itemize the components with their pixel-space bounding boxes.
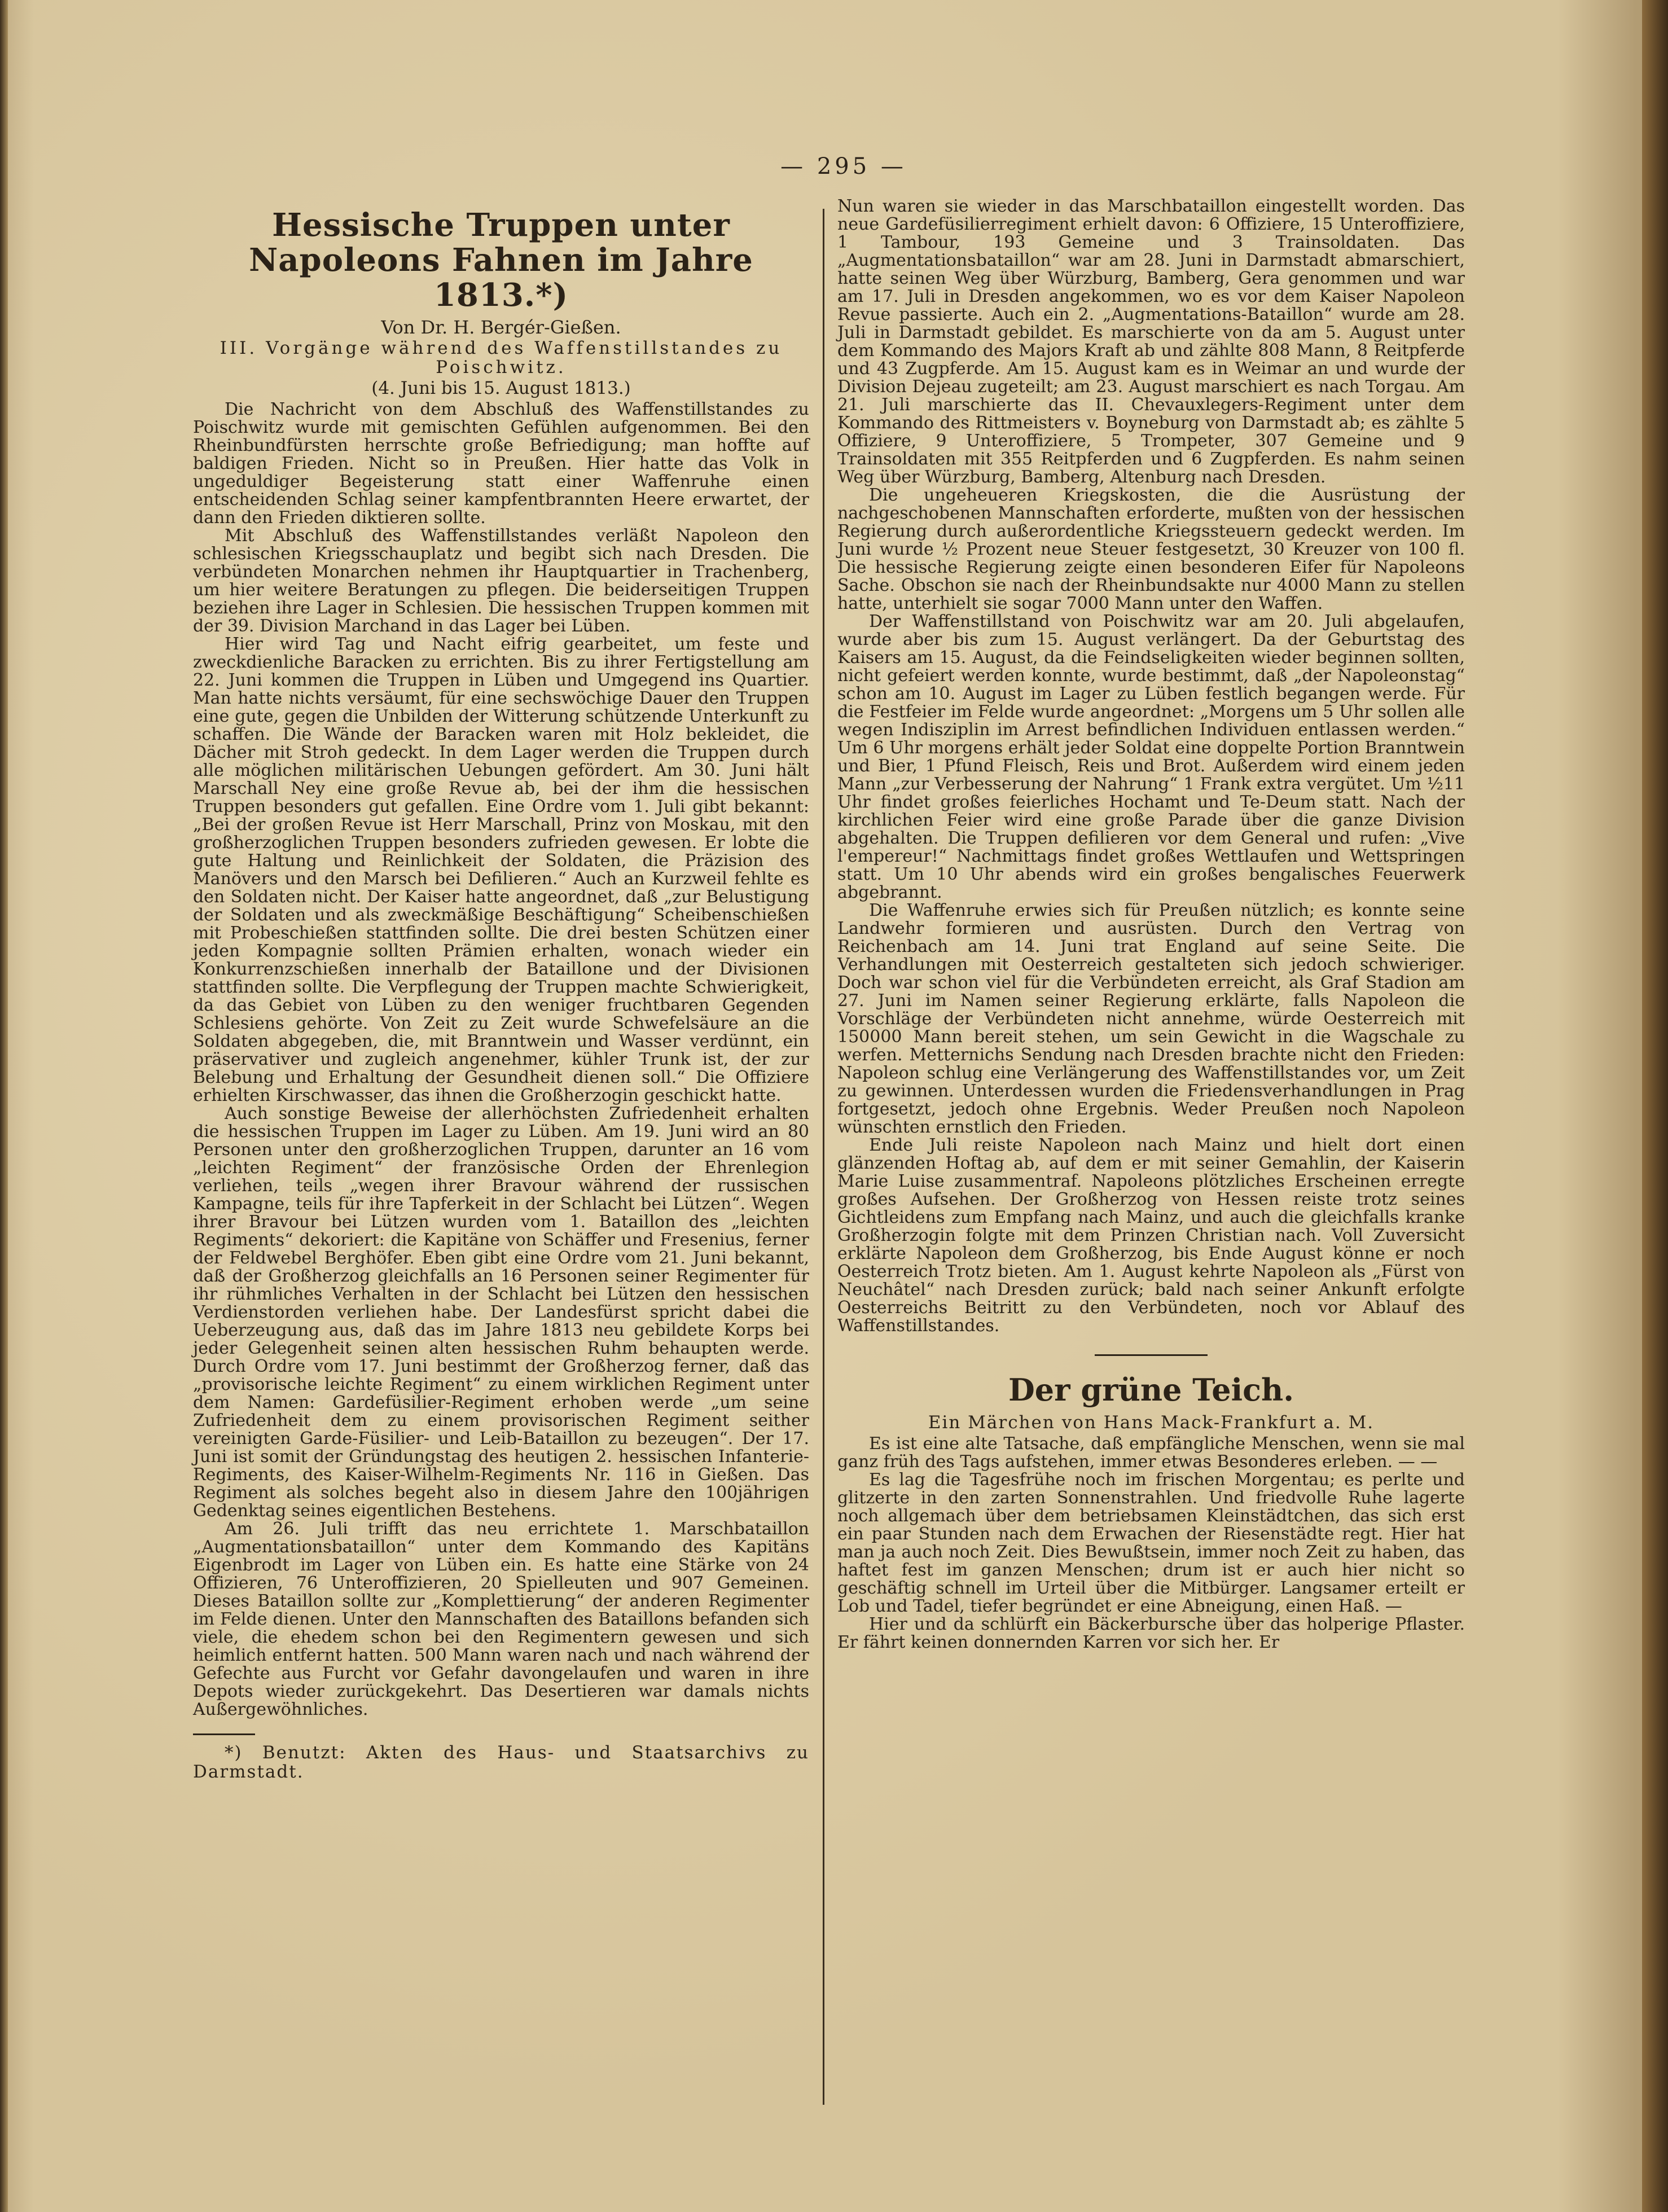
- paragraph: Nun waren sie wieder in das Marschbataillon eingestellt worden. Das neue Gardefüsilierregiment erhielt davon: 6 Offiziere, 15 Unteroffiziere, 1 Tambour, 193 Gemeine und 3 Trainsoldaten. Das „Augmentationsbataillon“ war am 28. Juni in Darmstadt abmarschiert, hatte seinen Weg über Würzburg, Bamberg, Gera genommen und war am 17. Juli in Dresden angekommen, wo es vor dem Kaiser Napoleon Revue passierte. Auch ein 2. „Augmentations-Bataillon“ wurde am 28. Juli in Darmstadt gebildet. Es marschierte von da am 5. August unter dem Kommando des Majors Kraft ab und zählte 808 Mann, 8 Reitpferde und 43 Zugpferde. Am 15. August kam es in Weimar an und wurde der Division Dejeau zugeteilt; am 23. August marschiert es nach Torgau. Am 21. Juli marschierte das II. Chevauxlegers-Regiment unter dem Kommando des Rittmeisters v. Boyneburg von Darmstadt ab; es zählte 5 Offiziere, 9 Unteroffiziere, 5 Trompeter, 307 Gemeine und 9 Trainsoldaten mit 355 Reitpferden und 6 Zugpferden. Es nahm seinen Weg über Würzburg, Bamberg, Altenburg nach Dresden.: [837, 196, 1465, 487]
- article-title: Hessische Truppen unter Napoleons Fahnen im Jahre 1813.*): [249, 207, 753, 314]
- paragraph: Mit Abschluß des Waffenstillstandes verläßt Napoleon den schlesischen Kriegsschauplatz und begibt sich nach Dresden. Die verbündeten Monarchen nehmen ihr Hauptquartier in Trachenberg, um hier weitere Beratungen zu pflegen. Die beiderseitigen Truppen beziehen ihre Lager in Schlesien. Die hessischen Truppen kommen mit der 39. Division Marchand in das Lager bei Lüben.: [193, 526, 809, 636]
- paragraph: Hier wird Tag und Nacht eifrig gearbeitet, um feste und zweckdienliche Baracken zu errichten. Bis zu ihrer Fertigstellung am 22. Juni kommen die Truppen in Lüben und Umgegend ins Quartier. Man hatte nichts versäumt, für eine sechswöchige Dauer den Truppen eine gute, gegen die Unbilden der Witterung schützende Unterkunft zu schaffen. Die Wände der Baracken waren mit Holz bekleidet, die Dächer mit Stroh gedeckt. In dem Lager werden die Truppen durch alle möglichen militärischen Uebungen gefördert. Am 30. Juni hält Marschall Ney eine große Revue ab, bei der ihm die hessischen Truppen besonders gut gefallen. Eine Ordre vom 1. Juli gibt bekannt: „Bei der großen Revue ist Herr Marschall, Prinz von Moskau, mit den großherzoglichen Truppen besonders zufrieden gewesen. Er lobte die gute Haltung und Reinlichkeit der Soldaten, die Präzision des Manövers und den Marsch bei Defilieren.“ Auch an Kurzweil fehlte es den Soldaten nicht. Der Kaiser hatte angeordnet, daß „zur Belustigung der Soldaten und als zweckmäßige Beschäftigung“ Scheibenschießen mit Probeschießen stattfinden sollte. Die drei besten Schützen einer jeden Kompagnie sollten Prämien erhalten, wonach wieder ein Konkurrenzschießen innerhalb der Bataillone und der Divisionen stattfinden sollte. Die Verpflegung der Truppen machte Schwierigkeit, da das Gebiet von Lüben zu den weniger fruchtbaren Gegenden Schlesiens gehörte. Von Zeit zu Zeit wurde Schwefelsäure an die Soldaten abgegeben, die, mit Branntwein und Wasser verdünnt, ein präservativer und zugleich angenehmer, kühler Trunk ist, der zur Belebung und Erhaltung der Gesundheit dienen soll.“ Die Offiziere erhielten Kirschwasser, das ihnen die Großherzogin geschickt hatte.: [193, 634, 809, 1105]
- paragraph: Die Waffenruhe erwies sich für Preußen nützlich; es konnte seine Landwehr formieren und ausrüsten. Durch den Vertrag von Reichenbach am 14. Juni trat England auf seine Seite. Die Verhandlungen mit Oesterreich gestalteten sich jedoch schwieriger. Doch war schon viel für die Verbündeten erreicht, als Graf Stadion am 27. Juni im Namen seiner Regierung erklärte, falls Napoleon die Vorschläge der Verbündeten nicht annehme, würde Oesterreich mit 150000 Mann bereit stehen, um sein Gewicht in die Wagschale zu werfen. Metternichs Sendung nach Dresden brachte nicht den Frieden: Napoleon schlug eine Verlängerung des Waffenstillstandes vor, um Zeit zu gewinnen. Unterdessen wurden die Friedensverhandlungen in Prag fortgesetzt, jedoch ohne Ergebnis. Weder Preußen noch Napoleon wünschten ernstlich den Frieden.: [837, 901, 1465, 1137]
- left-column: [193, 198, 809, 1781]
- column-rule: [823, 209, 824, 2105]
- footnote: *) Benutzt: Akten des Haus- und Staatsarchivs zu Darmstadt.: [193, 1743, 809, 1782]
- right-column: [837, 198, 1465, 1652]
- paragraph: Die ungeheueren Kriegskosten, die die Ausrüstung der nachgeschobenen Mannschaften erforderte, mußten von der hessischen Regierung durch außerordentliche Kriegssteuern gedeckt werden. Im Juni wurde ½ Prozent neue Steuer festgesetzt, 30 Kreuzer von 100 fl. Die hessische Regierung zeigte einen besonderen Eifer für Napoleons Sache. Obschon sie nach der Rheinbundsakte nur 4000 Mann zu stellen hatte, unterhielt sie sogar 7000 Mann unter den Waffen.: [837, 485, 1465, 613]
- paragraph: Die Nachricht von dem Abschluß des Waffenstillstandes zu Poischwitz wurde mit gemischten Gefühlen aufgenommen. Bei den Rheinbundfürsten herrschte große Befriedigung; man hoffte auf baldigen Frieden. Nicht so in Preußen. Hier hatte das Volk in ungeduldiger Begeisterung statt einer Waffenruhe einen entscheidenden Schlag seiner kampfentbrannten Heere erwartet, der dann den Frieden diktieren sollte.: [193, 400, 809, 528]
- page-number: — 295 —: [780, 153, 907, 179]
- paragraph: Am 26. Juli trifft das neu errichtete 1. Marschbataillon „Augmentationsbataillon“ unter dem Kommando des Kapitäns Eigenbrodt im Lager von Lüben ein. Es hatte eine Stärke von 24 Offizieren, 76 Unteroffizieren, 20 Spielleuten und 907 Gemeinen. Dieses Bataillon sollte zur „Komplettierung“ der anderen Regimenter im Felde dienen. Unter den Mannschaften des Bataillons befanden sich viele, die ehedem schon bei den Regimentern gewesen und sich heimlich entfernt hatten. 500 Mann waren nach und nach während der Gefechte aus Furcht vor Gefahr davongelaufen und waren in ihre Depots wieder zurückgekehrt. Das Desertieren war damals nichts Außergewöhnliches.: [193, 1519, 809, 1719]
- article-byline: Von Dr. H. Bergér-Gießen.: [381, 317, 621, 338]
- paragraph: Der Waffenstillstand von Poischwitz war am 20. Juli abgelaufen, wurde aber bis zum 15. August verlängert. Da der Geburtstag des Kaisers am 15. August, da die Feindseligkeiten wieder beginnen sollten, nicht gefeiert werden konnte, wurde bestimmt, daß „der Napoleonstag“ schon am 10. August im Lager zu Lüben festlich begangen werde. Für die Festfeier im Felde wurde angeordnet: „Morgens um 5 Uhr sollen alle wegen Indisziplin im Arrest befindlichen Individuen entlassen werden.“ Um 6 Uhr morgens erhält jeder Soldat eine doppelte Portion Branntwein und Bier, 1 Pfund Fleisch, Reis und Brot. Außerdem wird einem jeden Mann „zur Verbesserung der Nahrung“ 1 Frank extra vergütet. Um ½11 Uhr findet großes feierliches Hochamt und Te-Deum statt. Nach der kirchlichen Feier wird eine große Parade über die ganze Division abgehalten. Die Truppen defilieren vor dem General und rufen: „Vive l'empereur!“ Nachmittags findet großes Wettlaufen und Wettspringen statt. Um 10 Uhr abends wird ein großes bengalisches Feuerwerk abgebrannt.: [837, 612, 1465, 902]
- paragraph: Es lag die Tagesfrühe noch im frischen Morgentau; es perlte und glitzerte in den zarten Sonnenstrahlen. Und friedvolle Ruhe lagerte noch allgemach über dem betriebsamen Kleinstädtchen, das sich erst ein paar Stunden nach dem Erwachen der Riesenstädte regt. Hier hat man ja auch noch Zeit. Dies Bewußtsein, immer noch Zeit zu haben, das haftet fest im ganzen Menschen; drum ist er auch hier nicht so geschäftig schnell im Urteil über die Mitbürger. Langsamer erteilt er Lob und Tadel, tiefer begründet er eine Abneigung, einen Haß. —: [837, 1470, 1465, 1616]
- article-divider: [1095, 1354, 1208, 1356]
- paragraph: Ende Juli reiste Napoleon nach Mainz und hielt dort einen glänzenden Hoftag ab, auf dem er mit seiner Gemahlin, der Kaiserin Marie Luise zusammentraf. Napoleons plötzliches Erscheinen erregte großes Aufsehen. Der Großherzog von Hessen reiste trotz seines Gichtleidens zum Empfang nach Mainz, und auch die gleichfalls kranke Großherzogin folgte mit dem Prinzen Christian nach. Voll Zuversicht erklärte Napoleon dem Großherzog, bis Ende August könne er noch Oesterreich Trotz bieten. Am 1. August kehrte Napoleon als „Fürst von Neuchâtel“ nach Dresden zurück; bald nach seiner Ankunft erfolgte Oesterreichs Beitritt zu den Verbündeten, noch vor Ablauf des Waffenstillstandes.: [837, 1135, 1465, 1336]
- paragraph: Auch sonstige Beweise der allerhöchsten Zufriedenheit erhalten die hessischen Truppen im Lager zu Lüben. Am 19. Juni wird an 80 Personen unter den großherzoglichen Truppen, darunter an 16 vom „leichten Regiment“ der französische Orden der Ehrenlegion verliehen, teils „wegen ihrer Bravour während der russischen Kampagne, teils für ihre Tapferkeit in der Schlacht bei Lützen“. Wegen ihrer Bravour bei Lützen wurden vom 1. Bataillon des „leichten Regiments“ dekoriert: die Kapitäne von Schäffer und Fresenius, ferner der Feldwebel Berghöfer. Eben gibt eine Ordre vom 21. Juni bekannt, daß der Großherzog gleichfalls an 16 Personen seiner Regimenter für ihr rühmliches Verhalten in der Schlacht bei Lützen den hessischen Verdienstorden verliehen habe. Der Landesfürst spricht dabei die Ueberzeugung aus, daß das im Jahre 1813 neu gebildete Korps bei jeder Gelegenheit seinen alten hessischen Ruhm behaupten werde. Durch Ordre vom 17. Juni bestimmt der Großherzog ferner, daß das „provisorische leichte Regiment“ zu einem wirklichen Regiment unter dem Namen: Gardefüsilier-Regiment erhoben werde „um seine Zufriedenheit dem zu einem provisorischen Regiment seither vereinigten Garde-Füsilier- und Leib-Bataillon zu bezeugen“. Der 17. Juni ist somit der Gründungstag des heutigen 2. hessischen Infanterie-Regiments, des Kaiser-Wilhelm-Regiments Nr. 116 in Gießen. Das Regiment als solches begeht also in diesem Jahre den 100jährigen Gedenktag seines eigentlichen Bestehens.: [193, 1104, 809, 1521]
- footnote-rule: [193, 1733, 255, 1735]
- section-heading: III. Vorgänge während des Waffenstillstandes zu Poischwitz.: [220, 338, 783, 378]
- paragraph: Es ist eine alte Tatsache, daß empfängliche Menschen, wenn sie mal ganz früh des Tags aufstehen, immer etwas Besonderes erleben. — —: [837, 1434, 1465, 1472]
- story-title: Der grüne Teich.: [1008, 1372, 1294, 1408]
- section-dates: (4. Juni bis 15. August 1813.): [371, 378, 631, 398]
- paragraph: Hier und da schlürft ein Bäckerbursche über das holperige Pflaster. Er fährt keinen donnernden Karren vor sich her. Er: [837, 1614, 1465, 1652]
- page-left-edge: [0, 0, 8, 2212]
- book-binding: [1642, 0, 1668, 2212]
- story-subtitle: Ein Märchen von Hans Mack-Frankfurt a. M.: [928, 1412, 1375, 1433]
